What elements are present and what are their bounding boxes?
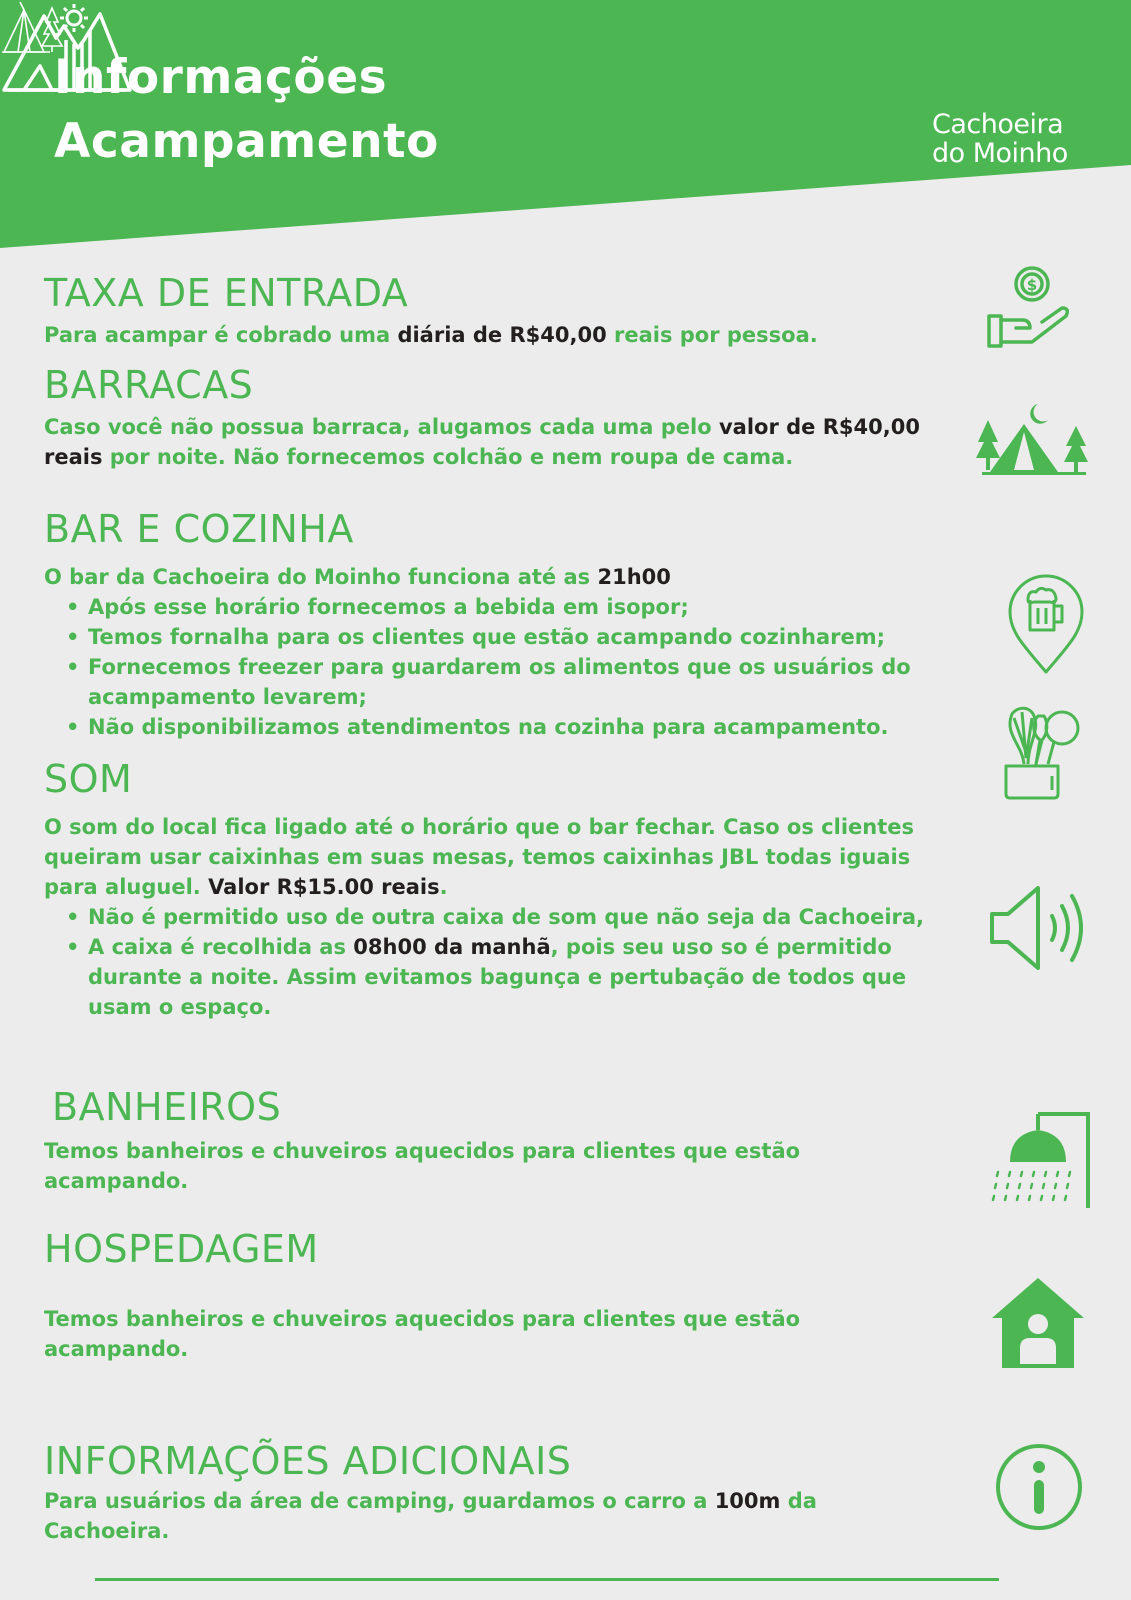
som-item-text-c: , pois seu uso so é permitido durante a noite. Assim evitamos bagunça e pertubação de todos que usam o espaço. <box>88 935 907 1019</box>
bar-list <box>44 592 964 742</box>
taxa-text-a: Para acampar é cobrado uma <box>44 323 398 347</box>
info-distance: 100m <box>714 1489 781 1513</box>
section-heading-bar: BAR E COZINHA <box>44 507 354 551</box>
section-heading-taxa: TAXA DE ENTRADA <box>44 271 409 315</box>
list-item: • Não disponibilizamos atendimentos na cozinha para acampamento. <box>44 712 964 742</box>
list-item: • Não é permitido uso de outra caixa de som que não seja da Cachoeira, <box>44 902 964 932</box>
money-hand-icon <box>986 266 1078 354</box>
barracas-text <box>44 412 924 472</box>
info-text-a: Para usuários da área de camping, guardamos o carro a <box>44 1489 715 1513</box>
som-item-text-a: A caixa é recolhida as <box>88 935 354 959</box>
taxa-price: diária de R$40,00 <box>397 323 607 347</box>
beer-pin-icon <box>1006 574 1086 676</box>
speaker-icon <box>988 884 1088 972</box>
house-person-icon <box>990 1276 1086 1370</box>
hospedagem-text: Temos banheiros e chuveiros aquecidos para clientes que estão acampando. <box>44 1307 801 1361</box>
section-heading-banheiros: BANHEIROS <box>52 1085 282 1129</box>
logo-line-1: Cachoeira <box>932 109 1064 140</box>
barracas-text-c: por noite. Não fornecemos colchão e nem roupa de cama. <box>102 445 794 469</box>
som-text <box>44 812 924 902</box>
list-item: • Temos fornalha para os clientes que estão acampando cozinharem; <box>44 622 964 652</box>
logo-text <box>932 110 1068 168</box>
bar-text-a: O bar da Cachoeira do Moinho funciona até as <box>44 565 598 589</box>
section-heading-som: SOM <box>44 757 133 801</box>
svg-text:$: $ <box>1026 276 1038 294</box>
taxa-text <box>44 320 924 350</box>
som-price: Valor R$15.00 reais <box>208 875 440 899</box>
list-item: • Fornecemos freezer para guardarem os alimentos que os usuários do acampamento levarem; <box>44 652 964 712</box>
section-heading-barracas: BARRACAS <box>44 363 254 407</box>
logo-mountain-icon <box>0 0 160 150</box>
list-item <box>44 932 964 1022</box>
som-list <box>44 902 964 1022</box>
header-banner <box>0 0 1131 250</box>
bar-hours: 21h00 <box>597 565 671 589</box>
tent-icon <box>974 402 1090 484</box>
taxa-text-c: reais por pessoa. <box>606 323 818 347</box>
section-heading-info: INFORMAÇÕES ADICIONAIS <box>44 1439 572 1483</box>
som-pickup-time: 08h00 da manhã <box>353 935 551 959</box>
som-text-a: O som do local fica ligado até o horário que o bar fechar. Caso os clientes queiram usar caixinhas em suas mesas, temos caixinhas JBL todas iguais para aluguel. <box>44 815 914 899</box>
info-icon <box>994 1442 1084 1532</box>
info-text-c: da Cachoeira. <box>44 1489 817 1543</box>
barracas-text-a: Caso você não possua barraca, alugamos cada uma pelo <box>44 415 719 439</box>
info-text <box>44 1486 924 1546</box>
kitchen-utensils-icon <box>1002 704 1090 800</box>
banheiros-text: Temos banheiros e chuveiros aquecidos para clientes que estão acampando. <box>44 1139 801 1193</box>
logo-line-2: do Moinho <box>932 138 1068 169</box>
title-line-1: Informações <box>54 50 388 105</box>
barracas-price: valor de R$40,00 reais <box>44 415 920 469</box>
section-heading-hospedagem: HOSPEDAGEM <box>44 1227 319 1271</box>
footer-divider <box>95 1578 999 1581</box>
som-text-c: . <box>439 875 448 899</box>
list-item: • Após esse horário fornecemos a bebida em isopor; <box>44 592 964 622</box>
bar-text <box>44 562 924 592</box>
shower-icon <box>990 1110 1092 1210</box>
title-line-2: Acampamento <box>54 114 439 169</box>
